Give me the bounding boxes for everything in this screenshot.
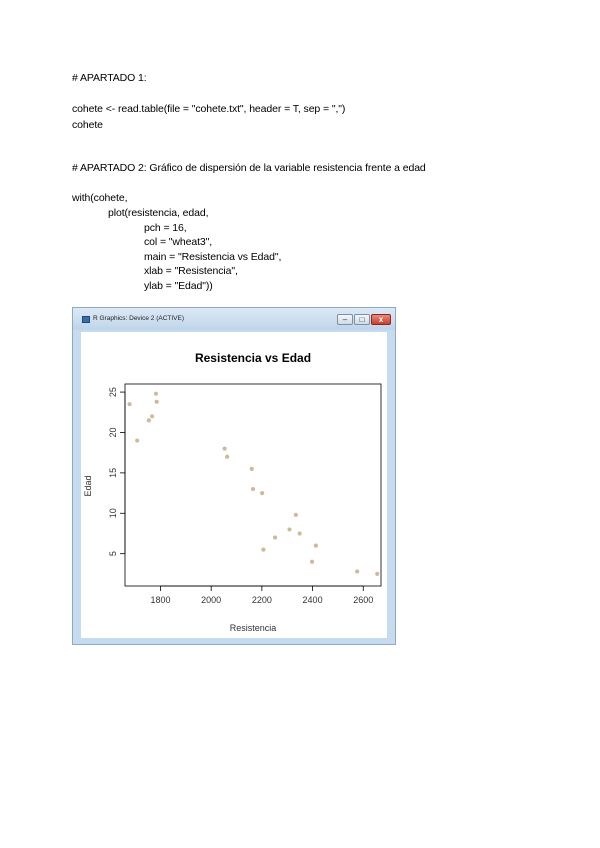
data-point (355, 569, 359, 573)
plot-canvas (81, 332, 387, 638)
window-title: R Graphics: Device 2 (ACTIVE) (93, 315, 185, 322)
data-points (127, 392, 379, 576)
x-tick-label: 2400 (302, 595, 323, 605)
data-point (310, 560, 314, 564)
data-point (298, 531, 302, 535)
data-point (294, 513, 298, 517)
data-point (147, 418, 151, 422)
data-point (287, 527, 291, 531)
data-point (375, 572, 379, 576)
x-axis-label: Resistencia (229, 623, 277, 633)
section2-heading: # APARTADO 2: Gráfico de dispersión de la variable resistencia frente a edad (72, 162, 426, 174)
chart-title: Resistencia vs Edad (194, 351, 312, 365)
data-point (135, 438, 139, 442)
y-tick-label: 10 (108, 508, 118, 519)
y-tick-label: 5 (108, 551, 118, 557)
r-graphics-window (72, 307, 396, 645)
code-line-with: with(cohete, (72, 192, 128, 204)
data-point (150, 414, 154, 418)
x-tick-label: 2200 (251, 595, 272, 605)
code-line-main: main = "Resistencia vs Edad", (144, 251, 282, 263)
x-tick-label: 2600 (353, 595, 374, 605)
section1-heading: # APARTADO 1: (72, 72, 147, 84)
code-line-cohete: cohete (72, 119, 103, 131)
plot-box (125, 384, 381, 586)
data-point (250, 467, 254, 471)
data-point (154, 392, 158, 396)
data-point (273, 535, 277, 539)
close-button[interactable]: x (371, 314, 391, 325)
minimize-button[interactable]: – (337, 314, 353, 325)
x-tick-label: 2000 (201, 595, 222, 605)
x-tick-label: 1800 (150, 595, 171, 605)
scatter-plot (81, 332, 387, 638)
code-line-ylab: ylab = "Edad")) (144, 280, 213, 292)
data-point (314, 544, 318, 548)
code-line-plot: plot(resistencia, edad, (108, 207, 209, 219)
y-tick-label: 15 (108, 467, 118, 478)
y-axis-label: Edad (83, 475, 93, 497)
code-line-col: col = "wheat3", (144, 236, 213, 248)
code-line-pch: pch = 16, (144, 222, 187, 234)
window-titlebar[interactable] (73, 308, 395, 330)
code-line-xlab: xlab = "Resistencia", (144, 265, 238, 277)
y-tick-label: 25 (108, 387, 118, 398)
data-point (225, 455, 229, 459)
data-point (251, 487, 255, 491)
data-point (223, 447, 227, 451)
code-line-read-table: cohete <- read.table(file = "cohete.txt", header = T, sep = ",") (72, 103, 346, 115)
data-point (260, 491, 264, 495)
data-point (127, 402, 131, 406)
y-tick-label: 20 (108, 427, 118, 438)
data-point (261, 548, 265, 552)
maximize-button[interactable]: □ (354, 314, 370, 325)
r-app-icon (82, 316, 90, 323)
data-point (155, 400, 159, 404)
